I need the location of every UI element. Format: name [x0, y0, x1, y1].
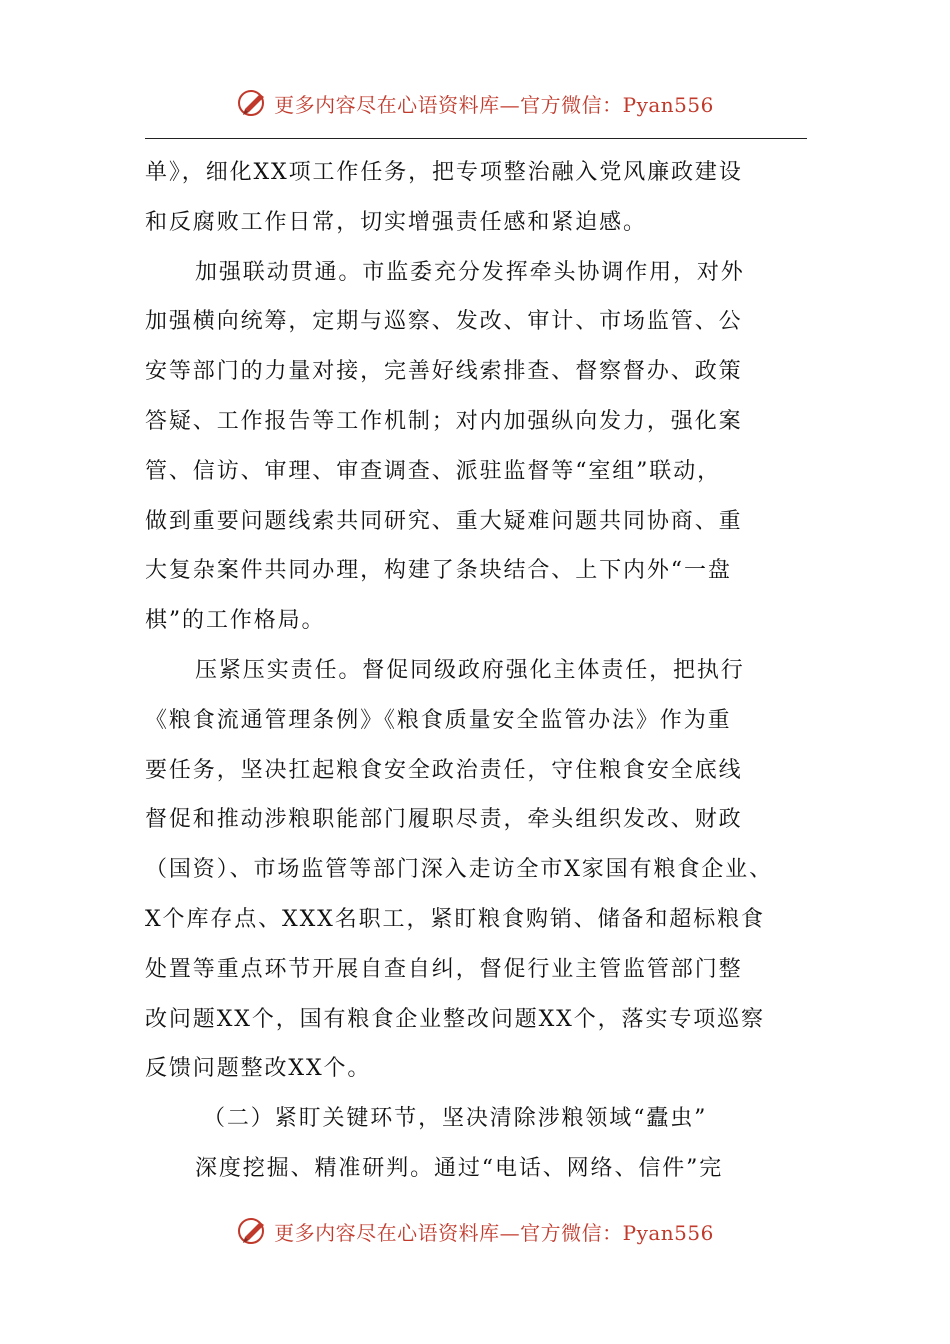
text-line: 大复杂案件共同办理，构建了条块结合、上下内外“一盘 — [145, 558, 732, 584]
text-line: 答疑、工作报告等工作机制；对内加强纵向发力，强化案 — [145, 408, 743, 434]
paragraph-start-line: 深度挖掘、精准研判。通过“电话、网络、信件”完 — [195, 1155, 724, 1181]
text-line: 加强横向统筹，定期与巡察、发改、审计、市场监管、公 — [145, 309, 743, 335]
text-line: 改问题XX个，国有粮食企业整改问题XX个，落实专项巡察 — [145, 1006, 765, 1032]
pen-logo-icon — [236, 1214, 270, 1248]
paragraph-start-line: 压紧压实责任。督促同级政府强化主体责任，把执行 — [195, 657, 745, 683]
text-line: 棋”的工作格局。 — [145, 608, 326, 634]
text-line: 单》，细化XX项工作任务，把专项整治融入党风廉政建设 — [145, 160, 743, 185]
text-line: 反馈问题整改XX个。 — [145, 1056, 372, 1082]
header-banner-text: 更多内容尽在心语资料库—官方微信：Pyan556 — [274, 92, 714, 117]
text-line: 做到重要问题线索共同研究、重大疑难问题共同协商、重 — [145, 508, 743, 534]
header-banner — [0, 83, 950, 123]
text-line: 管、信访、审理、审查调查、派驻监督等“室组”联动， — [145, 458, 721, 484]
pen-logo-icon — [236, 86, 270, 120]
text-line: X个库存点、XXX名职工，紧盯粮食购销、储备和超标粮食 — [145, 906, 765, 932]
text-line: 和反腐败工作日常，切实增强责任感和紧迫感。 — [145, 209, 647, 235]
paragraph-start-line: 加强联动贯通。市监委充分发挥牵头协调作用，对外 — [195, 259, 745, 285]
text-line: 要任务，坚决扛起粮食安全政治责任，守住粮食安全底线 — [145, 757, 743, 783]
header-divider — [145, 138, 807, 139]
text-line: 安等部门的力量对接，完善好线索排查、督察督办、政策 — [145, 359, 743, 385]
text-line: （国资）、市场监管等部门深入走访全市X家国有粮食企业、 — [145, 857, 773, 883]
text-line: 《粮食流通管理条例》《粮食质量安全监管办法》作为重 — [145, 707, 732, 733]
section-heading: （二）紧盯关键环节，坚决清除涉粮领域“蠹虫” — [203, 1106, 708, 1132]
text-line: 处置等重点环节开展自查自纠，督促行业主管监管部门整 — [145, 956, 743, 982]
text-line: 督促和推动涉粮职能部门履职尽责，牵头组织发改、财政 — [145, 807, 743, 833]
document-body — [145, 148, 810, 1194]
footer-banner — [0, 1211, 950, 1251]
footer-banner-text: 更多内容尽在心语资料库—官方微信：Pyan556 — [274, 1220, 714, 1245]
